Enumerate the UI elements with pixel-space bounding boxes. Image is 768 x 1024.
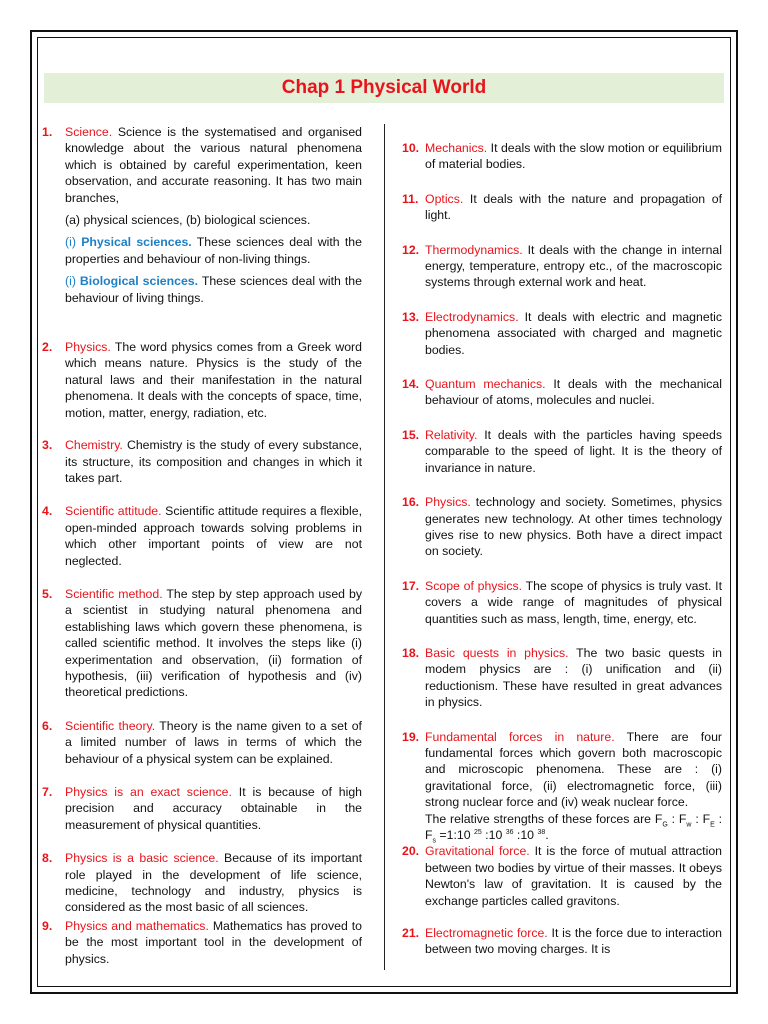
list-item-15: 15. Relativity. It deals with the particles having speeds comparable to the speed of light. It is the theory of invariance in nature. [402,427,722,475]
list-item-19: 19. Fundamental forces in nature. There are four fundamental forces which govern both macroscopic and microscopic phenomena. These are : (i) gravitational force, (ii) electromagnetic force, (iii) strong nuclear force and (iv) weak nuclear force. The relative strengths of these forces are $F_G$ : $F_w$ : $F_E$ : $F_s$ =1:10 $^{25}$ :10 $^{36}$ :10 $^{38}$. [402,729,723,845]
list-item-8: 8. Physics is a basic science. Because of its important role played in the development of life science, medicine, technology and industry, physics is considered as the most basic of all sciences. [42,851,362,915]
page-title: Chap 1 Physical World [44,73,724,103]
list-item-20: 20. Gravitational force. It is the force of mutual attraction between two bodies by virtue of their masses. It obeys Newton's law of gravitation. It is caused by the exchange particles called gravitons. [402,844,723,908]
list-item-5: 5. Scientific method. The step by step approach used by a scientist in studying natural phenomena and establishing laws which govern these phenomena, is called scientific method. It involves the steps like (i) experimentation and observation, (ii) formation of hypothesis, (iii) verification of hypothesis and (iv) theoretical predictions. [42,586,362,700]
list-item-13: 13. Electrodynamics. It deals with electric and magnetic phenomena associated with charged and magnetic bodies. [402,309,722,357]
list-item-9: 9. Physics and mathematics. Mathematics has proved to be the most important tool in the development of physics. [42,918,362,966]
list-item-17: 17. Scope of physics. The scope of physics is truly vast. It covers a wide range of magnitudes of physical quantities such as mass, length, time, energy, etc. [402,578,722,626]
list-item-6: 6. Scientific theory. Theory is the name given to a set of a limited number of laws in terms of which the behaviour of a physical system can be explained. [42,718,362,766]
item-term: Science. [65,125,113,139]
left-column [42,124,362,967]
list-item-11: 11. Optics. It deals with the nature and propagation of light. [402,191,723,223]
sub-item-physical-sciences: (i) Physical sciences. These sciences deal with the properties and behaviour of non-living things. [65,235,362,266]
force-ratio-text: The relative strengths of these forces are $F_G$ : $F_w$ : $F_E$ : $F_s$ =1:10 $^{25}$ :10 $^{36}$ :10 $^{38}$. [425,811,723,845]
list-item-10: 10. Mechanics. It deals with the slow motion or equilibrium of material bodies. [402,141,722,172]
list-item-2: 2. Physics. The word physics comes from a Greek word which means nature. Physics is the study of the natural laws and their manifestation in the natural phenomena. It deals with the concepts of space, time, motion, matter, energy, radiation, etc. [42,340,362,420]
item-number: 1. [42,125,53,139]
list-item-16: 16. Physics. technology and society. Sometimes, physics generates new technology. At other times technology gives rise to new physics. Both have a direct impact on society. [402,495,722,559]
list-item-21: 21. Electromagnetic force. It is the force due to interaction between two moving charges. It is [402,926,723,957]
list-item-18: 18. Basic quests in physics. The two basic quests in modem physics are : (i) unification and (ii) reductionism. These have resulted in great advances in physics. [402,645,722,710]
branches-text: (a) physical sciences, (b) biological sciences. [65,213,311,228]
list-item-7: 7. Physics is an exact science. It is because of high precision and accuracy obtainable in the measurement of physical quantities. [42,785,362,832]
list-item-12: 12. Thermodynamics. It deals with the change in internal energy, temperature, entropy etc., of the macroscopic systems through external work and heat. [402,242,723,290]
item-text: Science is the systematised and organised knowledge about the various natural phenomena which is obtained by careful experimentation, keen observation, and accurate reasoning. It has two main branches, [65,125,362,205]
list-item-14: 14. Quantum mechanics. It deals with the mechanical behaviour of atoms, molecules and nuclei. [402,377,722,408]
list-item-4: 4. Scientific attitude. Scientific attitude requires a flexible, open-minded approach towards solving problems in which other important points of view are not neglected. [42,504,362,568]
sub-item-biological-sciences: (i) Biological sciences. These sciences deal with the behaviour of living things. [65,274,362,305]
list-item-3: 3. Chemistry. Chemistry is the study of every substance, its structure, its composition and changes in which it takes part. [42,438,362,485]
right-column [402,140,722,958]
column-divider [384,124,385,970]
list-item-1 [42,124,362,306]
